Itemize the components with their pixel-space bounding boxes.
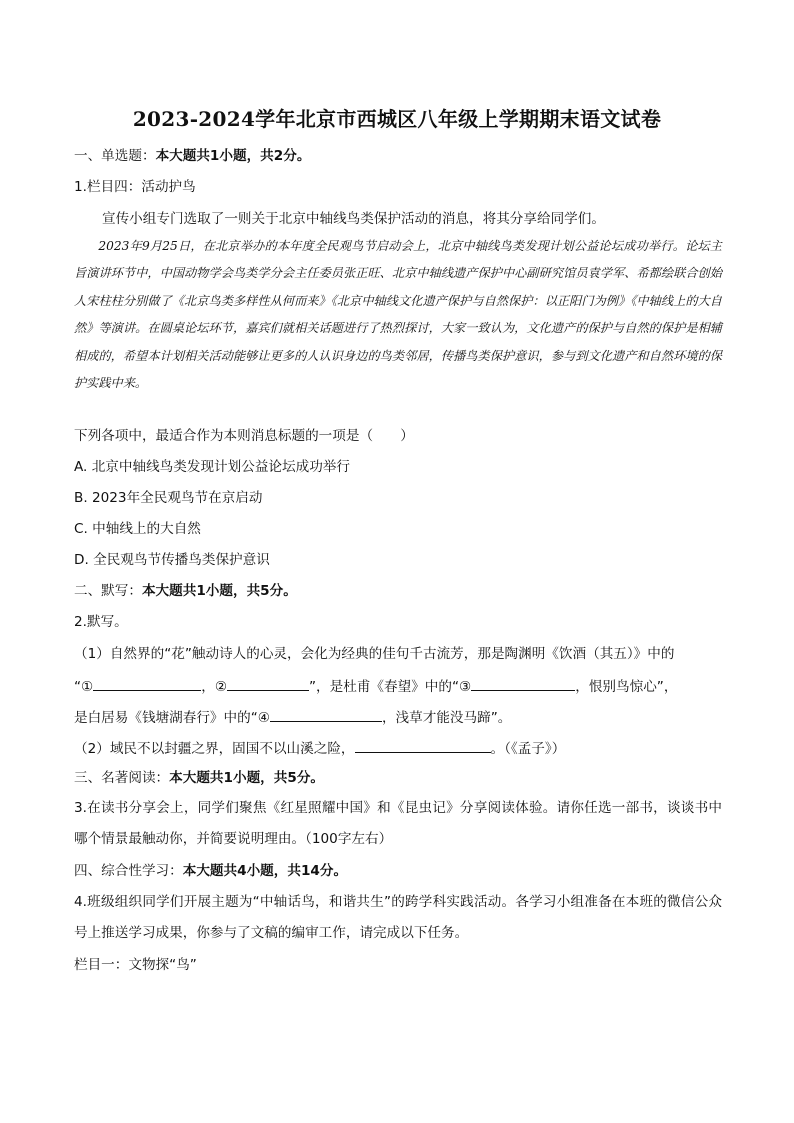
section-4-heading [74, 861, 347, 881]
question-3-text: 3.在读书分享会上，同学们聚焦《红星照耀中国》和《昆虫记》分享阅读体验。请你任选一部书，谈谈书中哪个情景最触动你，并简要说明理由。（100字左右） [74, 800, 722, 847]
fill-label: ，② [201, 679, 228, 695]
section-info: 本大题共1小题，共2分。 [155, 148, 311, 164]
question-1-stem: 下列各项中，最适合作为本则消息标题的一项是（ ） [74, 428, 414, 444]
section-info: 本大题共1小题，共5分。 [169, 770, 325, 786]
question-4-text: 4.班级组织同学们开展主题为“中轴话鸟，和谐共生”的跨学科实践活动。各学习小组准备在本班的微信公众号上推送学习成果，你参与了文稿的编审工作，请完成以下任务。 [74, 894, 722, 941]
fill-label: 是白居易《钱塘湖春行》中的“④ [74, 710, 270, 726]
question-2-heading: 2.默写。 [74, 614, 128, 630]
section-1-heading [74, 146, 310, 166]
news-passage-text: 2023年9月25日，在北京举办的本年度全民观鸟节启动会上，北京中轴线鸟类发现计划公益论坛成功举行。论坛主旨演讲环节中，中国动物学会鸟类学分会主任委员张正旺、北京中轴线遗产保护中心副研究馆员袁学军、希都绘联合创始人宋柱柱分别做了《北京鸟类多样性从何而来》《北京中轴线文化遗产保护与自然保护：以正阳门为例》《中轴线上的大自然》等演讲。在圆桌论坛环节，嘉宾们就相关话题进行了热烈探讨，大家一致认为，文化遗产的保护与自然的保护是相辅相成的，希望本计划相关活动能够让更多的人认识身边的鸟类邻居，传播鸟类保护意识，参与到文化遗产和自然环境的保护实践中来。 [74, 239, 722, 391]
news-passage [74, 233, 722, 397]
fill-blank-4[interactable] [270, 706, 382, 722]
question-2-part1-line1: （1）自然界的“花”触动诗人的心灵，会化为经典的佳句千古流芳，那是陶渊明《饮酒（其五）》中的 [74, 646, 675, 662]
fill-blank-2[interactable] [227, 675, 309, 691]
question-2-part2 [74, 737, 565, 759]
fill-label: “① [74, 679, 94, 695]
section-3-heading [74, 768, 324, 788]
fill-blank-1[interactable] [93, 675, 201, 691]
option-a[interactable]: A. 北京中轴线鸟类发现计划公益论坛成功举行 [74, 459, 350, 475]
question-2-part1-line3 [74, 706, 511, 728]
fill-label: ”，是杜甫《春望》中的“③ [309, 679, 472, 695]
section-label: 二、默写： [74, 583, 142, 599]
fill-label: （2）域民不以封疆之界，固国不以山溪之险， [74, 741, 355, 757]
exam-title: 2023-2024学年北京市西城区八年级上学期期末语文试卷 [132, 107, 662, 131]
option-b[interactable]: B. 2023年全民观鸟节在京启动 [74, 490, 263, 506]
section-info: 本大题共1小题，共5分。 [141, 583, 297, 599]
question-2-part1-line2 [74, 675, 677, 697]
fill-label: ，恨别鸟惊心”， [575, 679, 678, 695]
fill-label: ，浅草才能没马蹄”。 [381, 710, 512, 726]
question-1-heading: 1.栏目四：活动护鸟 [74, 179, 196, 195]
section-info: 本大题共4小题，共14分。 [182, 863, 348, 879]
option-c[interactable]: C. 中轴线上的大自然 [74, 521, 201, 537]
fill-label: 。（《孟子》） [490, 741, 566, 757]
option-d[interactable]: D. 全民观鸟节传播鸟类保护意识 [74, 552, 270, 568]
question-1-intro: 宣传小组专门选取了一则关于北京中轴线鸟类保护活动的消息，将其分享给同学们。 [102, 211, 605, 227]
section-2-heading [74, 581, 297, 601]
section-label: 一、单选题： [74, 148, 156, 164]
section-label: 四、综合性学习： [74, 863, 183, 879]
question-4-subheading: 栏目一：文物探“鸟” [74, 957, 197, 973]
section-label: 三、名著阅读： [74, 770, 170, 786]
fill-blank-5[interactable] [355, 737, 491, 753]
fill-blank-3[interactable] [471, 675, 575, 691]
